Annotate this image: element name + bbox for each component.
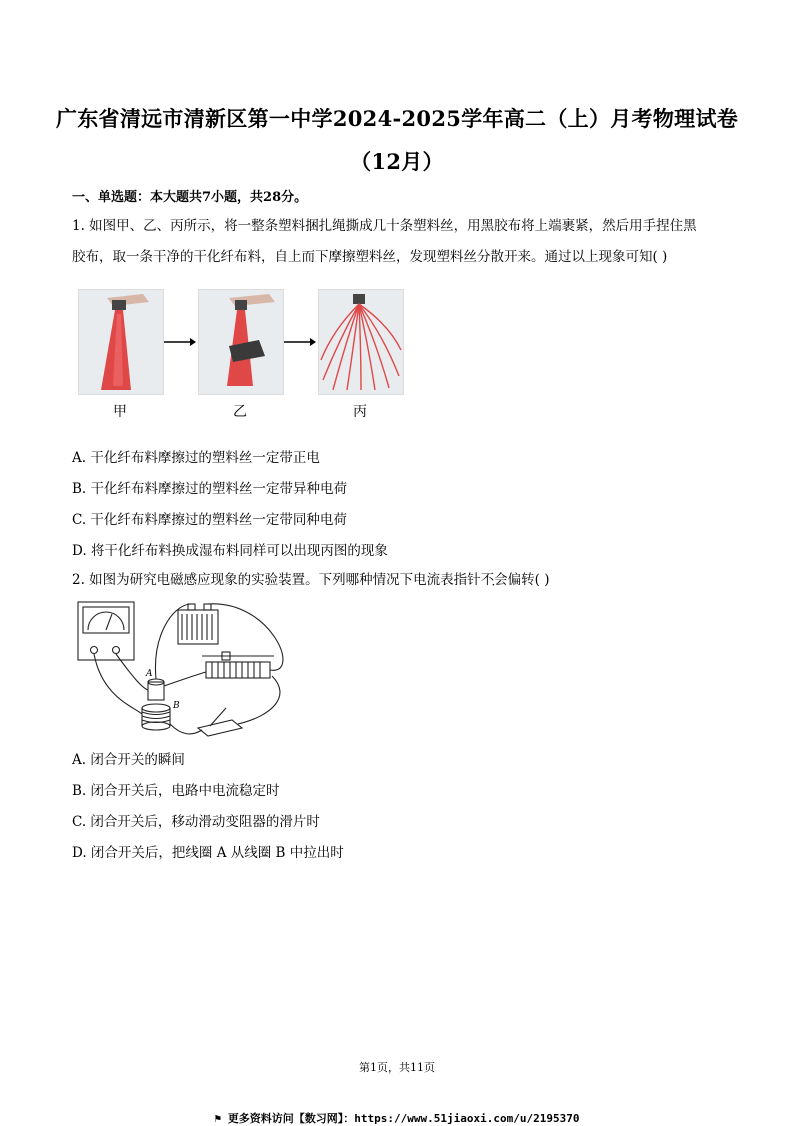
question-1-option-b: B. 干化纤布料摩擦过的塑料丝一定带异种电荷 xyxy=(72,481,348,497)
arrow-icon xyxy=(284,337,316,347)
question-1-stem-line-2: 胶布，取一条干净的干化纤布料，自上而下摩擦塑料丝，发现塑料丝分散开来。通过以上现象可知( ) xyxy=(72,249,668,265)
photo-yi xyxy=(198,289,284,395)
caption-yi: 乙 xyxy=(233,404,247,420)
electromagnetic-induction-apparatus xyxy=(72,596,302,741)
question-1-figure xyxy=(78,285,408,425)
question-2-option-b: B. 闭合开关后，电路中电流稳定时 xyxy=(72,783,280,799)
photo-jia xyxy=(78,289,164,395)
question-1-stem-line-1: 1. 如图甲、乙、丙所示，将一整条塑料捆扎绳撕成几十条塑料丝，用黑胶布将上端裹紧，然后用手捏住黑 xyxy=(72,218,697,234)
question-2-option-d: D. 闭合开关后，把线圈 A 从线圈 B 中拉出时 xyxy=(72,845,344,861)
section-heading: 一、单选题：本大题共7小题，共28分。 xyxy=(72,190,308,205)
question-2-option-c: C. 闭合开关后，移动滑动变阻器的滑片时 xyxy=(72,814,320,830)
page-title: 广东省清远市清新区第一中学2024-2025学年高二（上）月考物理试卷 xyxy=(55,106,739,131)
arrow-icon xyxy=(164,337,196,347)
label-a: A xyxy=(146,669,153,679)
page-subtitle: （12月） xyxy=(350,149,444,174)
question-2-stem xyxy=(72,568,550,588)
question-2-figure xyxy=(72,596,302,741)
page-number: 第1页，共11页 xyxy=(359,1061,435,1074)
question-2-stem-prefix: 2. 如图为研究电磁感应现象的实验装置。下列哪种情况下电流表指针 xyxy=(72,572,481,588)
question-2-option-a: A. 闭合开关的瞬间 xyxy=(72,752,185,768)
question-1-option-c: C. 干化纤布料摩擦过的塑料丝一定带同种电荷 xyxy=(72,512,347,528)
caption-jia: 甲 xyxy=(113,404,127,420)
resource-link-text[interactable]: 更多资料访问【数习网】：https://www.51jiaoxi.com/u/2195370 xyxy=(227,1112,580,1125)
flag-icon: ⚑ xyxy=(214,1112,222,1125)
question-1-option-a: A. 干化纤布料摩擦过的塑料丝一定带正电 xyxy=(72,450,320,466)
question-2-stem-suffix: 偏转( ) xyxy=(507,572,550,588)
label-b: B xyxy=(173,701,180,711)
photo-bing xyxy=(318,289,404,395)
question-1-option-d: D. 将干化纤布料换成湿布料同样可以出现丙图的现象 xyxy=(72,543,388,559)
question-1-stem xyxy=(72,211,732,273)
question-2-stem-emphasis: 不会 xyxy=(480,572,508,588)
caption-bing: 丙 xyxy=(353,404,367,420)
